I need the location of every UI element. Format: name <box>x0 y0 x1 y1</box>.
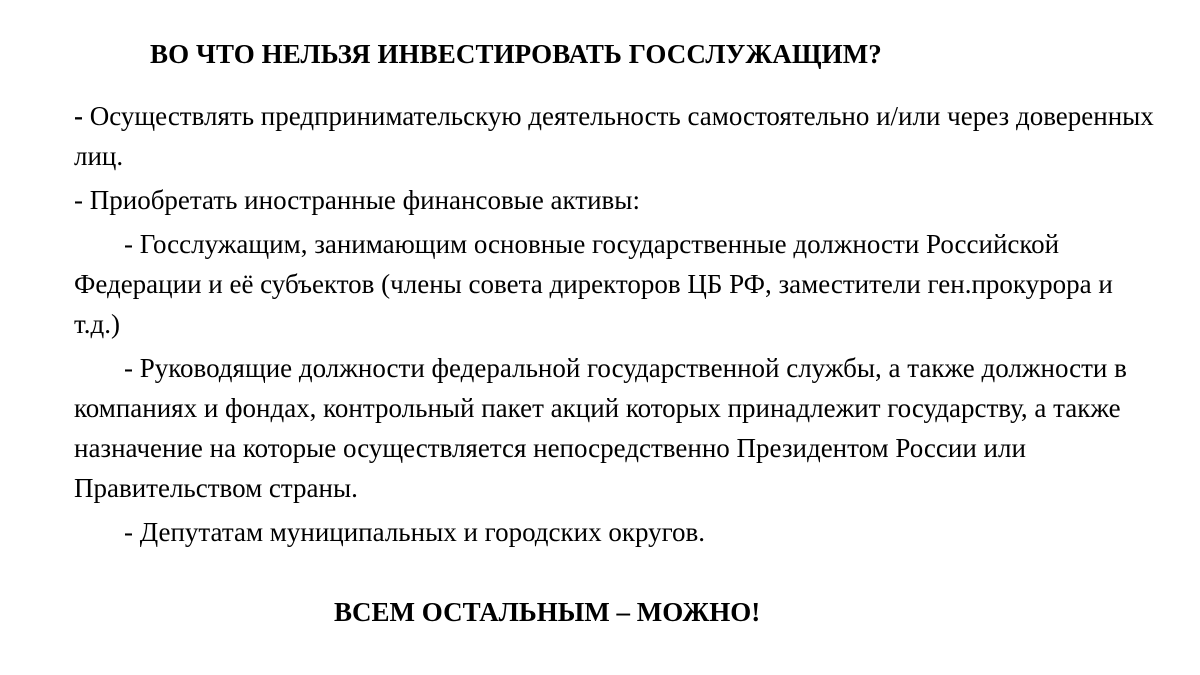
document-title: ВО ЧТО НЕЛЬЗЯ ИНВЕСТИРОВАТЬ ГОССЛУЖАЩИМ? <box>150 39 882 69</box>
document-body <box>74 96 1154 556</box>
paragraph-federal-service-leaders: - Руководящие должности федеральной государственной службы, а также должности в компаниях и фондах, контрольный пакет акций которых принадлежит государству, а также назначение на которые осуществляется непосредственно Президентом России или Правительством страны. <box>74 353 1127 503</box>
paragraph-text: Осуществлять предпринимательскую деятельность самостоятельно и/или через доверенных лиц. <box>74 101 1154 171</box>
paragraph-entrepreneurship <box>74 96 1154 176</box>
document-footer: ВСЕМ ОСТАЛЬНЫМ – МОЖНО! <box>334 597 761 627</box>
paragraph-municipal-deputies: - Депутатам муниципальных и городских округов. <box>124 517 705 547</box>
paragraph-dash: - <box>74 101 83 131</box>
paragraph-senior-officials: - Госслужащим, занимающим основные государственные должности Российской Федерации и её субъектов (члены совета директоров ЦБ РФ, заместители ген.прокурора и т.д.) <box>74 229 1113 339</box>
paragraph-foreign-assets: - Приобретать иностранные финансовые активы: <box>74 185 640 215</box>
